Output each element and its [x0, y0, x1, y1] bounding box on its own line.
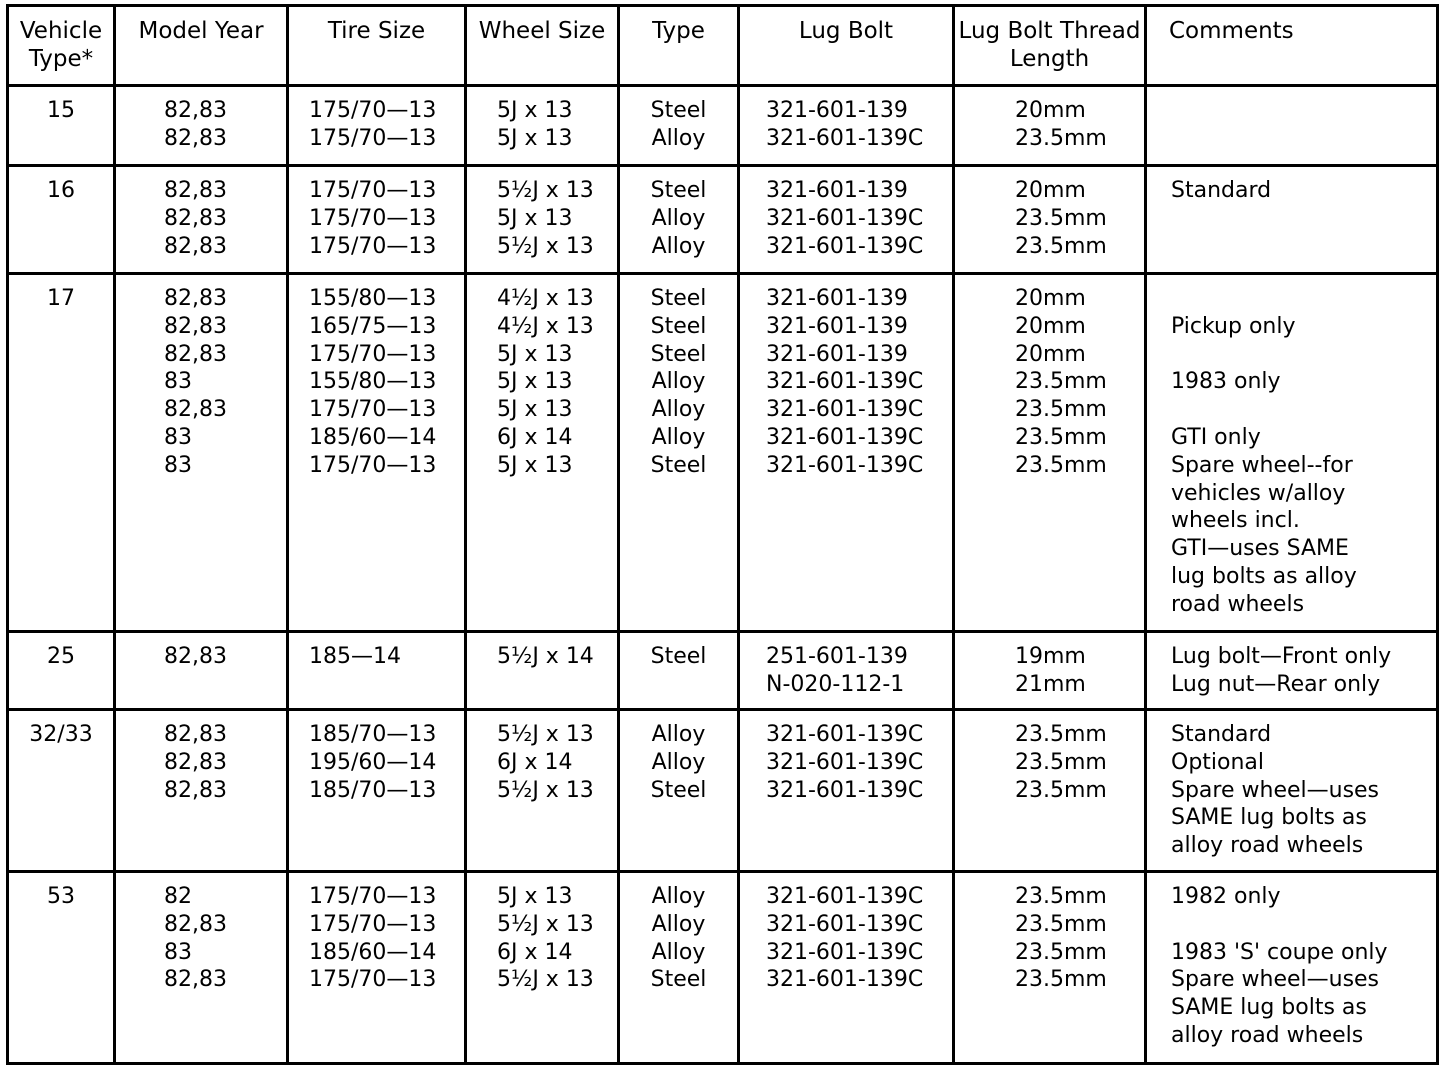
comment-line: GTI only [1171, 424, 1261, 450]
header-tire-size: Tire Size [288, 6, 466, 86]
wheel-type: Steel [650, 452, 707, 478]
thread-length: 20mm [1015, 341, 1086, 367]
thread-length: 21mm [1015, 671, 1086, 697]
comments-cell [1146, 872, 1438, 1064]
model-year: 83 [164, 452, 192, 478]
lug-bolt: 321-601-139C [766, 911, 924, 937]
comment-line [1171, 396, 1436, 424]
lug-bolt: 321-601-139C [766, 884, 924, 909]
header-vehicle-type: Vehicle Type* [8, 6, 115, 86]
comment-line: alloy road wheels [1171, 1022, 1364, 1048]
vehicle-type: 32/33 [29, 722, 93, 747]
header-model-year: Model Year [115, 6, 288, 86]
comment-line: Spare wheel--for [1171, 452, 1353, 478]
lug-bolt: 321-601-139C [766, 205, 924, 231]
comment-line: Lug nut—Rear only [1171, 671, 1381, 697]
lug-bolt: 321-601-139 [766, 286, 908, 311]
lug-bolt: 321-601-139C [766, 424, 924, 450]
thread-length: 23.5mm [1015, 884, 1107, 909]
wheel-size: 5½J x 13 [497, 722, 594, 747]
lug-bolt: 321-601-139C [766, 125, 924, 151]
tire-size: 175/70—13 [309, 967, 437, 993]
wheel-type: Alloy [651, 205, 706, 231]
comment-line: SAME lug bolts as [1171, 805, 1367, 831]
tire-size-cell [288, 86, 466, 166]
tire-size: 165/75—13 [309, 313, 437, 339]
lug-bolt: 321-601-139C [766, 369, 924, 395]
thread-length: 20mm [1015, 286, 1086, 311]
wheel-size: 5J x 13 [497, 98, 573, 123]
wheel-size: 5½J x 13 [497, 967, 594, 993]
tire-size: 175/70—13 [309, 911, 437, 937]
model-year: 82,83 [164, 178, 227, 203]
comment-line [1171, 285, 1436, 313]
comment-line: lug bolts as alloy [1171, 563, 1357, 589]
thread-length: 23.5mm [1015, 777, 1107, 803]
wheel-type: Alloy [651, 397, 706, 423]
wheel-size-cell [466, 710, 619, 872]
lug-bolt-cell [739, 166, 954, 274]
tire-size-cell [288, 872, 466, 1064]
comment-line: Spare wheel—uses [1171, 967, 1380, 993]
vehicle-type-cell [8, 86, 115, 166]
wheel-type-cell [619, 872, 739, 1064]
tire-size: 185/70—13 [309, 722, 437, 747]
wheel-type: Steel [650, 777, 707, 803]
comments-cell [1146, 274, 1438, 632]
wheel-type: Alloy [651, 884, 706, 909]
tire-size: 175/70—13 [309, 233, 437, 259]
thread-length: 23.5mm [1015, 397, 1107, 423]
lug-bolt: 321-601-139C [766, 452, 924, 478]
comments-cell [1146, 710, 1438, 872]
model-year: 82,83 [164, 644, 227, 669]
header-comments: Comments [1146, 6, 1438, 86]
tire-size: 175/70—13 [309, 341, 437, 367]
comment-line: Standard [1171, 178, 1272, 203]
lug-bolt: 321-601-139C [766, 749, 924, 775]
header-thread-length: Lug Bolt Thread Length [954, 6, 1146, 86]
wheel-size-cell [466, 166, 619, 274]
wheel-size-cell [466, 86, 619, 166]
wheel-size-cell [466, 632, 619, 710]
comment-line: Spare wheel—uses [1171, 777, 1380, 803]
tire-size: 185—14 [309, 644, 401, 669]
wheel-type: Alloy [651, 911, 706, 937]
model-year-cell [115, 166, 288, 274]
wheel-size: 5½J x 13 [497, 233, 594, 259]
vehicle-type-cell [8, 632, 115, 710]
wheel-type: Alloy [651, 749, 706, 775]
table-body [8, 86, 1438, 1064]
model-year: 83 [164, 424, 192, 450]
model-year: 82,83 [164, 749, 227, 775]
tire-size-cell [288, 632, 466, 710]
tire-size: 175/70—13 [309, 397, 437, 423]
wheel-size: 5½J x 13 [497, 911, 594, 937]
lug-bolt: 321-601-139C [766, 777, 924, 803]
lug-bolt: 321-601-139 [766, 98, 908, 123]
wheel-type: Alloy [651, 424, 706, 450]
comments-cell [1146, 86, 1438, 166]
vehicle-type-cell [8, 872, 115, 1064]
thread-length-cell [954, 86, 1146, 166]
model-year: 82,83 [164, 722, 227, 747]
model-year-cell [115, 274, 288, 632]
tire-size-cell [288, 166, 466, 274]
header-wheel-size: Wheel Size [466, 6, 619, 86]
lug-bolt-cell [739, 632, 954, 710]
model-year: 82,83 [164, 967, 227, 993]
header-type: Type [619, 6, 739, 86]
lug-bolt: 321-601-139C [766, 939, 924, 965]
lug-bolt: 251-601-139 [766, 644, 908, 669]
wheel-size: 5J x 13 [497, 369, 573, 395]
wheel-size: 5J x 13 [497, 341, 573, 367]
wheel-type: Steel [650, 341, 707, 367]
wheel-type [620, 671, 737, 699]
thread-length: 23.5mm [1015, 939, 1107, 965]
lug-bolt: 321-601-139C [766, 233, 924, 259]
wheel-size: 4½J x 13 [497, 286, 594, 311]
tire-size: 175/70—13 [309, 205, 437, 231]
comment-line: Pickup only [1171, 313, 1296, 339]
thread-length: 23.5mm [1015, 424, 1107, 450]
lug-bolt: 321-601-139C [766, 397, 924, 423]
lug-bolt-cell [739, 274, 954, 632]
lug-bolt: 321-601-139 [766, 178, 908, 203]
wheel-type-cell [619, 632, 739, 710]
wheel-size: 5J x 13 [497, 125, 573, 151]
wheel-type-cell [619, 166, 739, 274]
wheel-size: 5½J x 13 [497, 777, 594, 803]
thread-length-cell [954, 632, 1146, 710]
table-row [8, 274, 1438, 632]
wheel-type-cell [619, 274, 739, 632]
wheel-size: 5J x 13 [497, 884, 573, 909]
comment-line: 1983 'S' coupe only [1171, 939, 1388, 965]
wheel-type: Steel [650, 967, 707, 993]
table-row [8, 710, 1438, 872]
model-year: 82,83 [164, 205, 227, 231]
table-row [8, 166, 1438, 274]
thread-length-cell [954, 274, 1146, 632]
thread-length: 19mm [1015, 644, 1086, 669]
model-year: 82,83 [164, 397, 227, 423]
model-year [164, 671, 286, 699]
wheel-size: 6J x 14 [497, 749, 573, 775]
spec-table-container [6, 4, 1436, 1062]
wheel-size: 5½J x 14 [497, 644, 594, 669]
wheel-size: 5J x 13 [497, 205, 573, 231]
table-row [8, 632, 1438, 710]
wheel-size-cell [466, 872, 619, 1064]
lug-bolt: 321-601-139C [766, 722, 924, 747]
model-year: 82,83 [164, 911, 227, 937]
wheel-type-cell [619, 86, 739, 166]
model-year-cell [115, 710, 288, 872]
lug-bolt: N-020-112-1 [766, 671, 905, 697]
thread-length-cell [954, 710, 1146, 872]
thread-length-cell [954, 166, 1146, 274]
thread-length: 20mm [1015, 98, 1086, 123]
wheel-size: 5J x 13 [497, 397, 573, 423]
comment-line [1171, 341, 1436, 369]
tire-size: 155/80—13 [309, 369, 437, 395]
vehicle-type: 53 [47, 884, 75, 909]
thread-length: 20mm [1015, 313, 1086, 339]
comment-line: road wheels [1171, 591, 1305, 617]
comment-line: wheels incl. [1171, 508, 1300, 534]
wheel-size [497, 671, 617, 699]
comment-line: Lug bolt—Front only [1171, 644, 1392, 669]
vehicle-type-cell [8, 166, 115, 274]
comment-line: GTI—uses SAME [1171, 536, 1349, 562]
wheel-size: 6J x 14 [497, 424, 573, 450]
thread-length: 23.5mm [1015, 452, 1107, 478]
wheel-type-cell [619, 710, 739, 872]
model-year: 82,83 [164, 125, 227, 151]
comments-cell [1146, 166, 1438, 274]
wheel-type: Steel [650, 286, 707, 311]
tire-size-cell [288, 274, 466, 632]
tire-size: 175/70—13 [309, 452, 437, 478]
lug-bolt-cell [739, 872, 954, 1064]
tire-size: 175/70—13 [309, 178, 437, 203]
wheel-type: Steel [650, 178, 707, 203]
comment-line: alloy road wheels [1171, 833, 1364, 859]
wheel-size: 4½J x 13 [497, 313, 594, 339]
vehicle-type: 25 [47, 644, 75, 669]
tire-size [309, 671, 464, 699]
vehicle-type-cell [8, 710, 115, 872]
header-row [8, 6, 1438, 86]
model-year-cell [115, 86, 288, 166]
comment-line: SAME lug bolts as [1171, 995, 1367, 1021]
header-lug-bolt: Lug Bolt [739, 6, 954, 86]
model-year: 83 [164, 939, 192, 965]
thread-length: 23.5mm [1015, 369, 1107, 395]
model-year: 82,83 [164, 98, 227, 123]
table-row [8, 872, 1438, 1064]
wheel-size-cell [466, 274, 619, 632]
model-year-cell [115, 632, 288, 710]
wheel-size: 5J x 13 [497, 452, 573, 478]
vehicle-type: 16 [47, 178, 75, 203]
model-year: 82,83 [164, 341, 227, 367]
model-year: 82,83 [164, 777, 227, 803]
comment-line [1171, 911, 1436, 939]
thread-length: 23.5mm [1015, 205, 1107, 231]
table-row [8, 86, 1438, 166]
thread-length-cell [954, 872, 1146, 1064]
model-year: 82,83 [164, 286, 227, 311]
model-year: 82 [164, 884, 192, 909]
lug-bolt: 321-601-139 [766, 313, 908, 339]
vehicle-type-cell [8, 274, 115, 632]
model-year: 83 [164, 369, 192, 395]
tire-size: 195/60—14 [309, 749, 437, 775]
wheel-type: Alloy [651, 233, 706, 259]
tire-size: 185/60—14 [309, 939, 437, 965]
thread-length: 23.5mm [1015, 125, 1107, 151]
lug-bolt-cell [739, 86, 954, 166]
tire-size: 175/70—13 [309, 125, 437, 151]
lug-bolt: 321-601-139 [766, 341, 908, 367]
tire-size: 175/70—13 [309, 884, 437, 909]
tire-size-cell [288, 710, 466, 872]
wheel-type: Steel [650, 313, 707, 339]
comment-line: 1982 only [1171, 884, 1281, 909]
thread-length: 23.5mm [1015, 967, 1107, 993]
wheel-type: Steel [650, 98, 707, 123]
tire-size: 155/80—13 [309, 286, 437, 311]
lug-bolt: 321-601-139C [766, 967, 924, 993]
model-year: 82,83 [164, 233, 227, 259]
thread-length: 20mm [1015, 178, 1086, 203]
wheel-type: Alloy [651, 722, 706, 747]
wheel-size: 6J x 14 [497, 939, 573, 965]
tire-size: 175/70—13 [309, 98, 437, 123]
comment-line: Optional [1171, 749, 1265, 775]
wheel-type: Alloy [651, 369, 706, 395]
thread-length: 23.5mm [1015, 749, 1107, 775]
wheel-spec-table [6, 4, 1439, 1065]
model-year: 82,83 [164, 313, 227, 339]
vehicle-type: 17 [47, 286, 75, 311]
comments-cell [1146, 632, 1438, 710]
comment-line: 1983 only [1171, 369, 1281, 395]
comment-line: Standard [1171, 722, 1272, 747]
thread-length: 23.5mm [1015, 233, 1107, 259]
wheel-type: Steel [650, 644, 707, 669]
lug-bolt-cell [739, 710, 954, 872]
thread-length: 23.5mm [1015, 722, 1107, 747]
tire-size: 185/70—13 [309, 777, 437, 803]
wheel-size: 5½J x 13 [497, 178, 594, 203]
tire-size: 185/60—14 [309, 424, 437, 450]
wheel-type: Alloy [651, 125, 706, 151]
wheel-type: Alloy [651, 939, 706, 965]
thread-length: 23.5mm [1015, 911, 1107, 937]
model-year-cell [115, 872, 288, 1064]
comment-line: vehicles w/alloy [1171, 480, 1346, 506]
vehicle-type: 15 [47, 98, 75, 123]
